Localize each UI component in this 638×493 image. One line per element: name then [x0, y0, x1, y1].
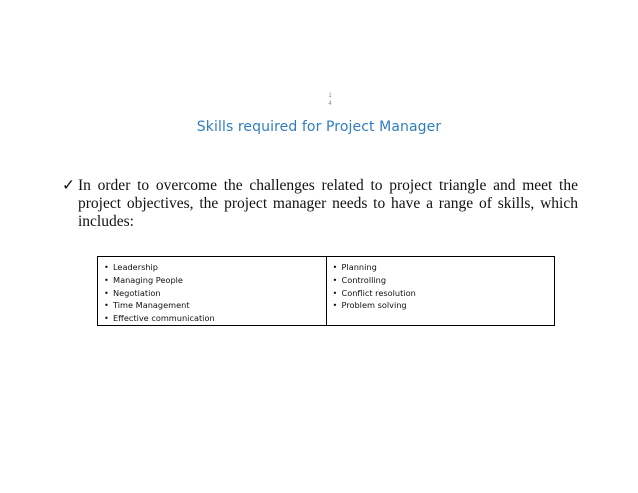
- skills-table: [97, 256, 555, 326]
- list-item: [333, 274, 555, 287]
- page-number-digit: 1: [328, 93, 332, 99]
- skill-label: Effective communication: [113, 313, 215, 324]
- bullet-icon: •: [104, 300, 109, 311]
- check-mark-icon: ✓: [62, 177, 75, 194]
- skill-label: Conflict resolution: [341, 287, 416, 298]
- list-item: [333, 299, 555, 312]
- bullet-icon: •: [332, 274, 338, 285]
- skill-label: Leadership: [113, 262, 158, 272]
- list-item: [104, 287, 326, 300]
- bullet-icon: •: [104, 274, 109, 285]
- skill-label: Planning: [341, 262, 377, 272]
- bullet-icon: •: [104, 287, 109, 298]
- skills-column-right: [326, 257, 555, 325]
- bullet-icon: •: [332, 300, 338, 311]
- list-item: [333, 287, 555, 300]
- skills-column-left: [98, 257, 326, 325]
- page-number: [310, 92, 350, 108]
- bullet-icon: •: [104, 313, 109, 324]
- bullet-icon: •: [104, 262, 109, 272]
- list-item: [104, 261, 326, 274]
- intro-paragraph: [62, 177, 578, 231]
- skill-label: Managing People: [113, 274, 183, 285]
- slide-title: Skills required for Project Manager: [196, 119, 442, 135]
- intro-text: In order to overcome the challenges related to project triangle and meet the project objectives, the project manager needs to have a range of skills, which includes:: [78, 177, 578, 230]
- list-item: [104, 274, 326, 287]
- skill-label: Time Management: [113, 300, 190, 311]
- page-number-digit: 4: [328, 101, 332, 107]
- list-item: [104, 299, 326, 312]
- list-item: [333, 261, 555, 274]
- list-item: [104, 312, 326, 325]
- bullet-icon: •: [332, 262, 338, 272]
- skill-label: Problem solving: [341, 300, 407, 311]
- bullet-icon: •: [332, 287, 338, 298]
- skill-label: Negotiation: [113, 287, 161, 298]
- skill-label: Controlling: [341, 274, 387, 285]
